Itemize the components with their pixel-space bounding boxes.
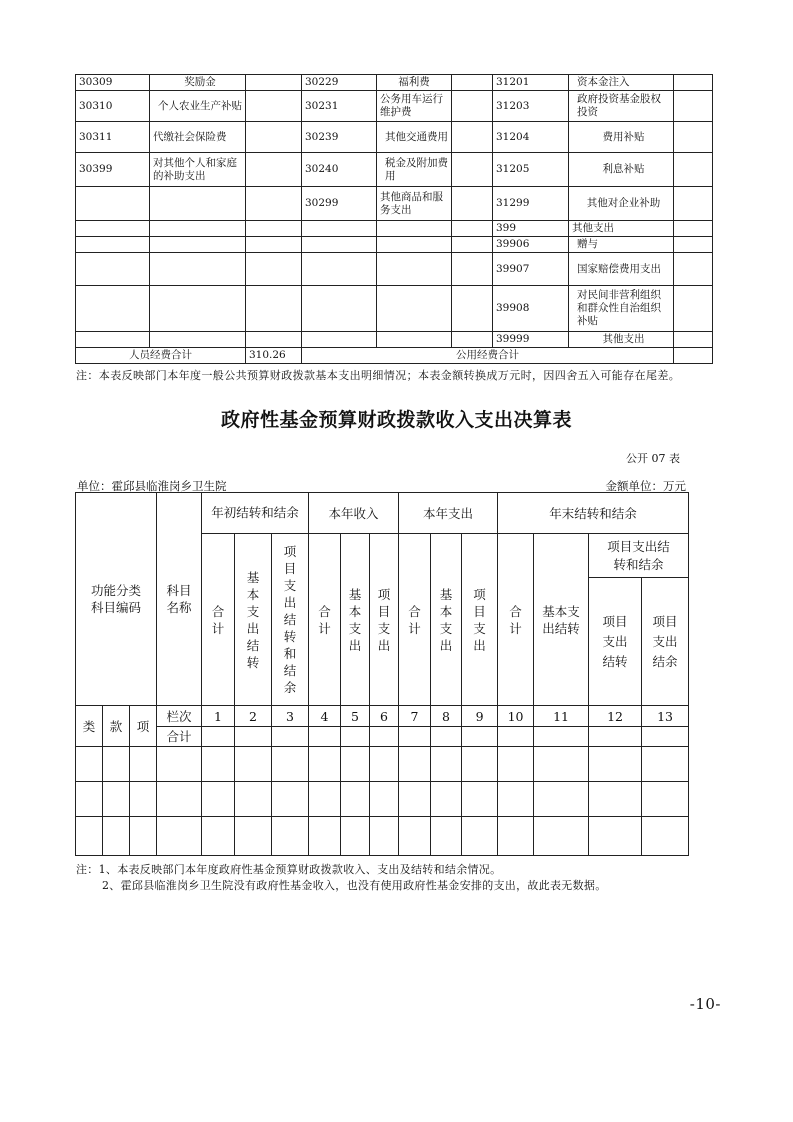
table-row (76, 782, 689, 817)
table-row (76, 286, 713, 332)
personnel-total-label: 人员经费合计 (76, 348, 246, 364)
amount-cell (452, 187, 493, 221)
amount-cell (452, 91, 493, 122)
table-row (76, 91, 713, 122)
subitem-label: 项 (130, 706, 157, 747)
econ-name-cell: 奖励金 (150, 75, 246, 91)
column-number: 7 (399, 706, 431, 727)
econ-name-cell (150, 187, 246, 221)
page-number: -10- (689, 995, 721, 1013)
amount-cell (674, 153, 713, 187)
column-no-label: 栏次 (157, 706, 202, 727)
income-header: 本年收入 (309, 493, 399, 534)
econ-code-cell: 30299 (302, 187, 377, 221)
econ-code-cell: 31203 (493, 91, 569, 122)
econ-code-cell: 399 (493, 221, 569, 237)
amount-cell (674, 91, 713, 122)
econ-name-cell: 代缴社会保险费 (150, 122, 246, 153)
end-project-header: 项目支出结转和结余 (589, 534, 689, 578)
table-row (76, 237, 713, 253)
totals-row (76, 348, 713, 364)
total-label: 合计 (157, 727, 202, 747)
econ-name-cell: 资本金注入 (569, 75, 674, 91)
table-row (76, 221, 713, 237)
amount-cell (452, 75, 493, 91)
expense-total-header: 合计 (399, 534, 431, 706)
amount-cell (452, 122, 493, 153)
econ-name-cell: 其他交通费用 (377, 122, 452, 153)
expense-project-header: 项目支出 (462, 534, 498, 706)
page-title: 政府性基金预算财政拨款收入支出决算表 (220, 409, 572, 431)
total-row (76, 727, 689, 747)
expenditure-detail-table (75, 74, 713, 364)
column-number: 9 (462, 706, 498, 727)
column-number: 13 (642, 706, 689, 727)
econ-code-cell: 30311 (76, 122, 150, 153)
econ-name-cell: 其他商品和服务支出 (377, 187, 452, 221)
econ-code-cell: 39907 (493, 253, 569, 286)
column-number-row (76, 706, 689, 727)
end-basic-carry-header: 基本支出结转 (534, 534, 589, 706)
column-number: 1 (202, 706, 235, 727)
econ-code-cell: 31205 (493, 153, 569, 187)
column-number: 6 (370, 706, 399, 727)
amount-cell (246, 122, 302, 153)
econ-code-cell: 30231 (302, 91, 377, 122)
begin-basic-carry-header: 基本支出结转 (235, 534, 272, 706)
econ-name-cell: 政府投资基金股权投资 (569, 91, 674, 122)
form-code: 公开 07 表 (626, 452, 680, 465)
public-total-label: 公用经费合计 (302, 348, 674, 364)
econ-code-cell: 30229 (302, 75, 377, 91)
income-total-header: 合计 (309, 534, 341, 706)
econ-code-cell: 30310 (76, 91, 150, 122)
econ-name-cell: 对民间非营利组织和群众性自治组织补贴 (569, 286, 674, 332)
amount-cell (452, 153, 493, 187)
amount-cell (246, 153, 302, 187)
econ-name-cell: 福利费 (377, 75, 452, 91)
econ-name-cell: 赠与 (569, 237, 674, 253)
personnel-total-value: 310.26 (246, 348, 302, 364)
econ-code-cell: 31204 (493, 122, 569, 153)
table-row (76, 122, 713, 153)
begin-balance-header: 年初结转和结余 (202, 493, 309, 534)
econ-code-cell: 39906 (493, 237, 569, 253)
table1-note: 注：本表反映部门本年度一般公共预算财政拨款基本支出明细情况；本表金额转换成万元时，因四舍五入可能存在尾差。 (76, 369, 681, 382)
amount-cell (246, 187, 302, 221)
econ-name-cell: 利息补贴 (569, 153, 674, 187)
note-line-2: 2、霍邱县临淮岗乡卫生院没有政府性基金收入，也没有使用政府性基金安排的支出，故此表无数据。 (102, 879, 607, 892)
econ-name-cell: 其他支出 (569, 221, 674, 237)
expense-basic-header: 基本支出 (431, 534, 462, 706)
econ-code-cell: 39908 (493, 286, 569, 332)
end-project-carry-header: 项目支出结转 (589, 578, 642, 706)
table-row (76, 747, 689, 782)
econ-code-cell: 31299 (493, 187, 569, 221)
econ-code-cell: 30399 (76, 153, 150, 187)
econ-name-cell: 税金及附加费用 (377, 153, 452, 187)
income-project-header: 项目支出 (370, 534, 399, 706)
column-number: 10 (498, 706, 534, 727)
income-basic-header: 基本支出 (341, 534, 370, 706)
econ-name-cell: 公务用车运行维护费 (377, 91, 452, 122)
amount-cell (674, 75, 713, 91)
table-row (76, 332, 713, 348)
econ-code-cell: 39999 (493, 332, 569, 348)
econ-name-cell: 个人农业生产补贴 (150, 91, 246, 122)
column-number: 3 (272, 706, 309, 727)
amount-cell (674, 122, 713, 153)
item-label: 款 (103, 706, 130, 747)
table-row (76, 187, 713, 221)
note-line-1: 注：1、本表反映部门本年度政府性基金预算财政拨款收入、支出及结转和结余情况。 (76, 863, 502, 876)
econ-code-cell: 30309 (76, 75, 150, 91)
table2-note (76, 862, 607, 894)
econ-name-cell: 其他支出 (569, 332, 674, 348)
amount-cell (246, 75, 302, 91)
amount-cell (674, 237, 713, 253)
subject-name-header: 科目名称 (157, 493, 202, 706)
column-number: 4 (309, 706, 341, 727)
unit-label: 单位：霍邱县临淮岗乡卫生院 (77, 479, 227, 493)
amount-cell (674, 221, 713, 237)
begin-total-header: 合计 (202, 534, 235, 706)
econ-code-cell (76, 187, 150, 221)
table-row (76, 75, 713, 91)
econ-name-cell: 国家赔偿费用支出 (569, 253, 674, 286)
column-number: 8 (431, 706, 462, 727)
econ-code-cell: 30240 (302, 153, 377, 187)
econ-code-cell: 30239 (302, 122, 377, 153)
table-row (76, 817, 689, 856)
end-total-header: 合计 (498, 534, 534, 706)
begin-project-carry-header: 项目支出结转和结余 (272, 534, 309, 706)
amount-cell (674, 286, 713, 332)
amount-cell (674, 332, 713, 348)
econ-name-cell: 其他对企业补助 (569, 187, 674, 221)
table-row (76, 253, 713, 286)
end-project-surplus-header: 项目支出结余 (642, 578, 689, 706)
expense-header: 本年支出 (399, 493, 498, 534)
amount-cell (246, 91, 302, 122)
column-number: 11 (534, 706, 589, 727)
econ-code-cell: 31201 (493, 75, 569, 91)
end-balance-header: 年末结转和结余 (498, 493, 689, 534)
table-row (76, 153, 713, 187)
amount-unit-label: 金额单位：万元 (605, 479, 686, 493)
class-label: 类 (76, 706, 103, 747)
econ-name-cell: 费用补贴 (569, 122, 674, 153)
column-number: 5 (341, 706, 370, 727)
column-number: 2 (235, 706, 272, 727)
econ-name-cell: 对其他个人和家庭的补助支出 (150, 153, 246, 187)
column-number: 12 (589, 706, 642, 727)
public-total-value (674, 348, 713, 364)
amount-cell (674, 187, 713, 221)
amount-cell (674, 253, 713, 286)
func-code-header: 功能分类科目编码 (76, 493, 157, 706)
government-fund-table (75, 492, 689, 856)
